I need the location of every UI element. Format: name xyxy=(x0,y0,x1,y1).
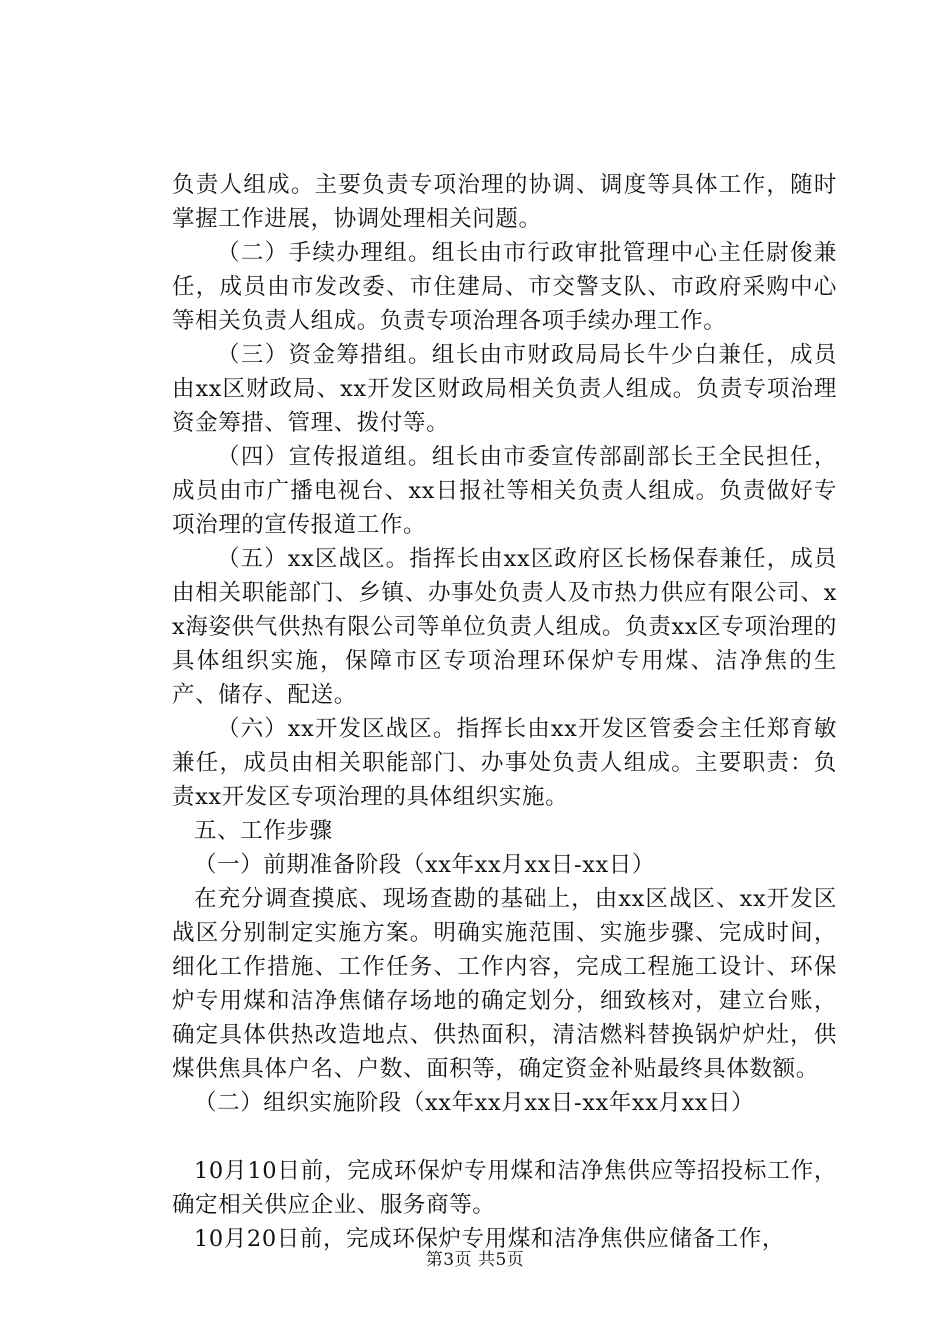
document-body xyxy=(172,168,837,1256)
paragraph-preparation-details: 在充分调查摸底、现场查勘的基础上，由xx区战区、xx开发区战区分别制定实施方案。明确实施范围、实施步骤、完成时间，细化工作措施、工作任务、工作内容，完成工程施工设计、环保炉专用煤和洁净焦储存场地的确定划分，细致核对，建立台账，确定具体供热改造地点、供热面积，清洁燃料替换锅炉炉灶，供煤供焦具体户名、户数、面积等，确定资金补贴最终具体数额。 xyxy=(172,886,837,1082)
paragraph-publicity-group: （四）宣传报道组。组长由市委宣传部副部长王全民担任，成员由市广播电视台、xx日报社等相关负责人组成。负责做好专项治理的宣传报道工作。 xyxy=(172,444,837,538)
paragraph-district-zone: （五）xx区战区。指挥长由xx区政府区长杨保春兼任，成员由相关职能部门、乡镇、办事处负责人及市热力供应有限公司、xx海姿供气供热有限公司等单位负责人组成。负责xx区专项治理的具体组织实施，保障市区专项治理环保炉专用煤、洁净焦的生产、储存、配送。 xyxy=(172,546,837,708)
page-number-footer: 第3页 共5页 xyxy=(425,1250,525,1270)
paragraph-continuation: 负责人组成。主要负责专项治理的协调、调度等具体工作，随时掌握工作进展，协调处理相关问题。 xyxy=(172,172,837,232)
paragraph-oct-10: 10月10日前，完成环保炉专用煤和洁净焦供应等招投标工作，确定相关供应企业、服务商等。 xyxy=(172,1158,837,1218)
section-heading-work-steps: 五、工作步骤 xyxy=(194,818,333,844)
subheading-implementation-stage: （二）组织实施阶段（xx年xx月xx日-xx年xx月xx日） xyxy=(194,1090,755,1116)
paragraph-procedures-group: （二）手续办理组。组长由市行政审批管理中心主任尉俊兼任，成员由市发改委、市住建局、市交警支队、市政府采购中心等相关负责人组成。负责专项治理各项手续办理工作。 xyxy=(172,240,837,334)
paragraph-funding-group: （三）资金筹措组。组长由市财政局局长牛少白兼任，成员由xx区财政局、xx开发区财政局相关负责人组成。负责专项治理资金筹措、管理、拨付等。 xyxy=(172,342,837,436)
paragraph-development-zone: （六）xx开发区战区。指挥长由xx开发区管委会主任郑育敏兼任，成员由相关职能部门、办事处负责人组成。主要职责：负责xx开发区专项治理的具体组织实施。 xyxy=(172,716,837,810)
paragraph-oct-20: 10月20日前，完成环保炉专用煤和洁净焦供应储备工作， xyxy=(194,1226,785,1252)
subheading-preparation-stage: （一）前期准备阶段（xx年xx月xx日-xx日） xyxy=(194,852,656,878)
